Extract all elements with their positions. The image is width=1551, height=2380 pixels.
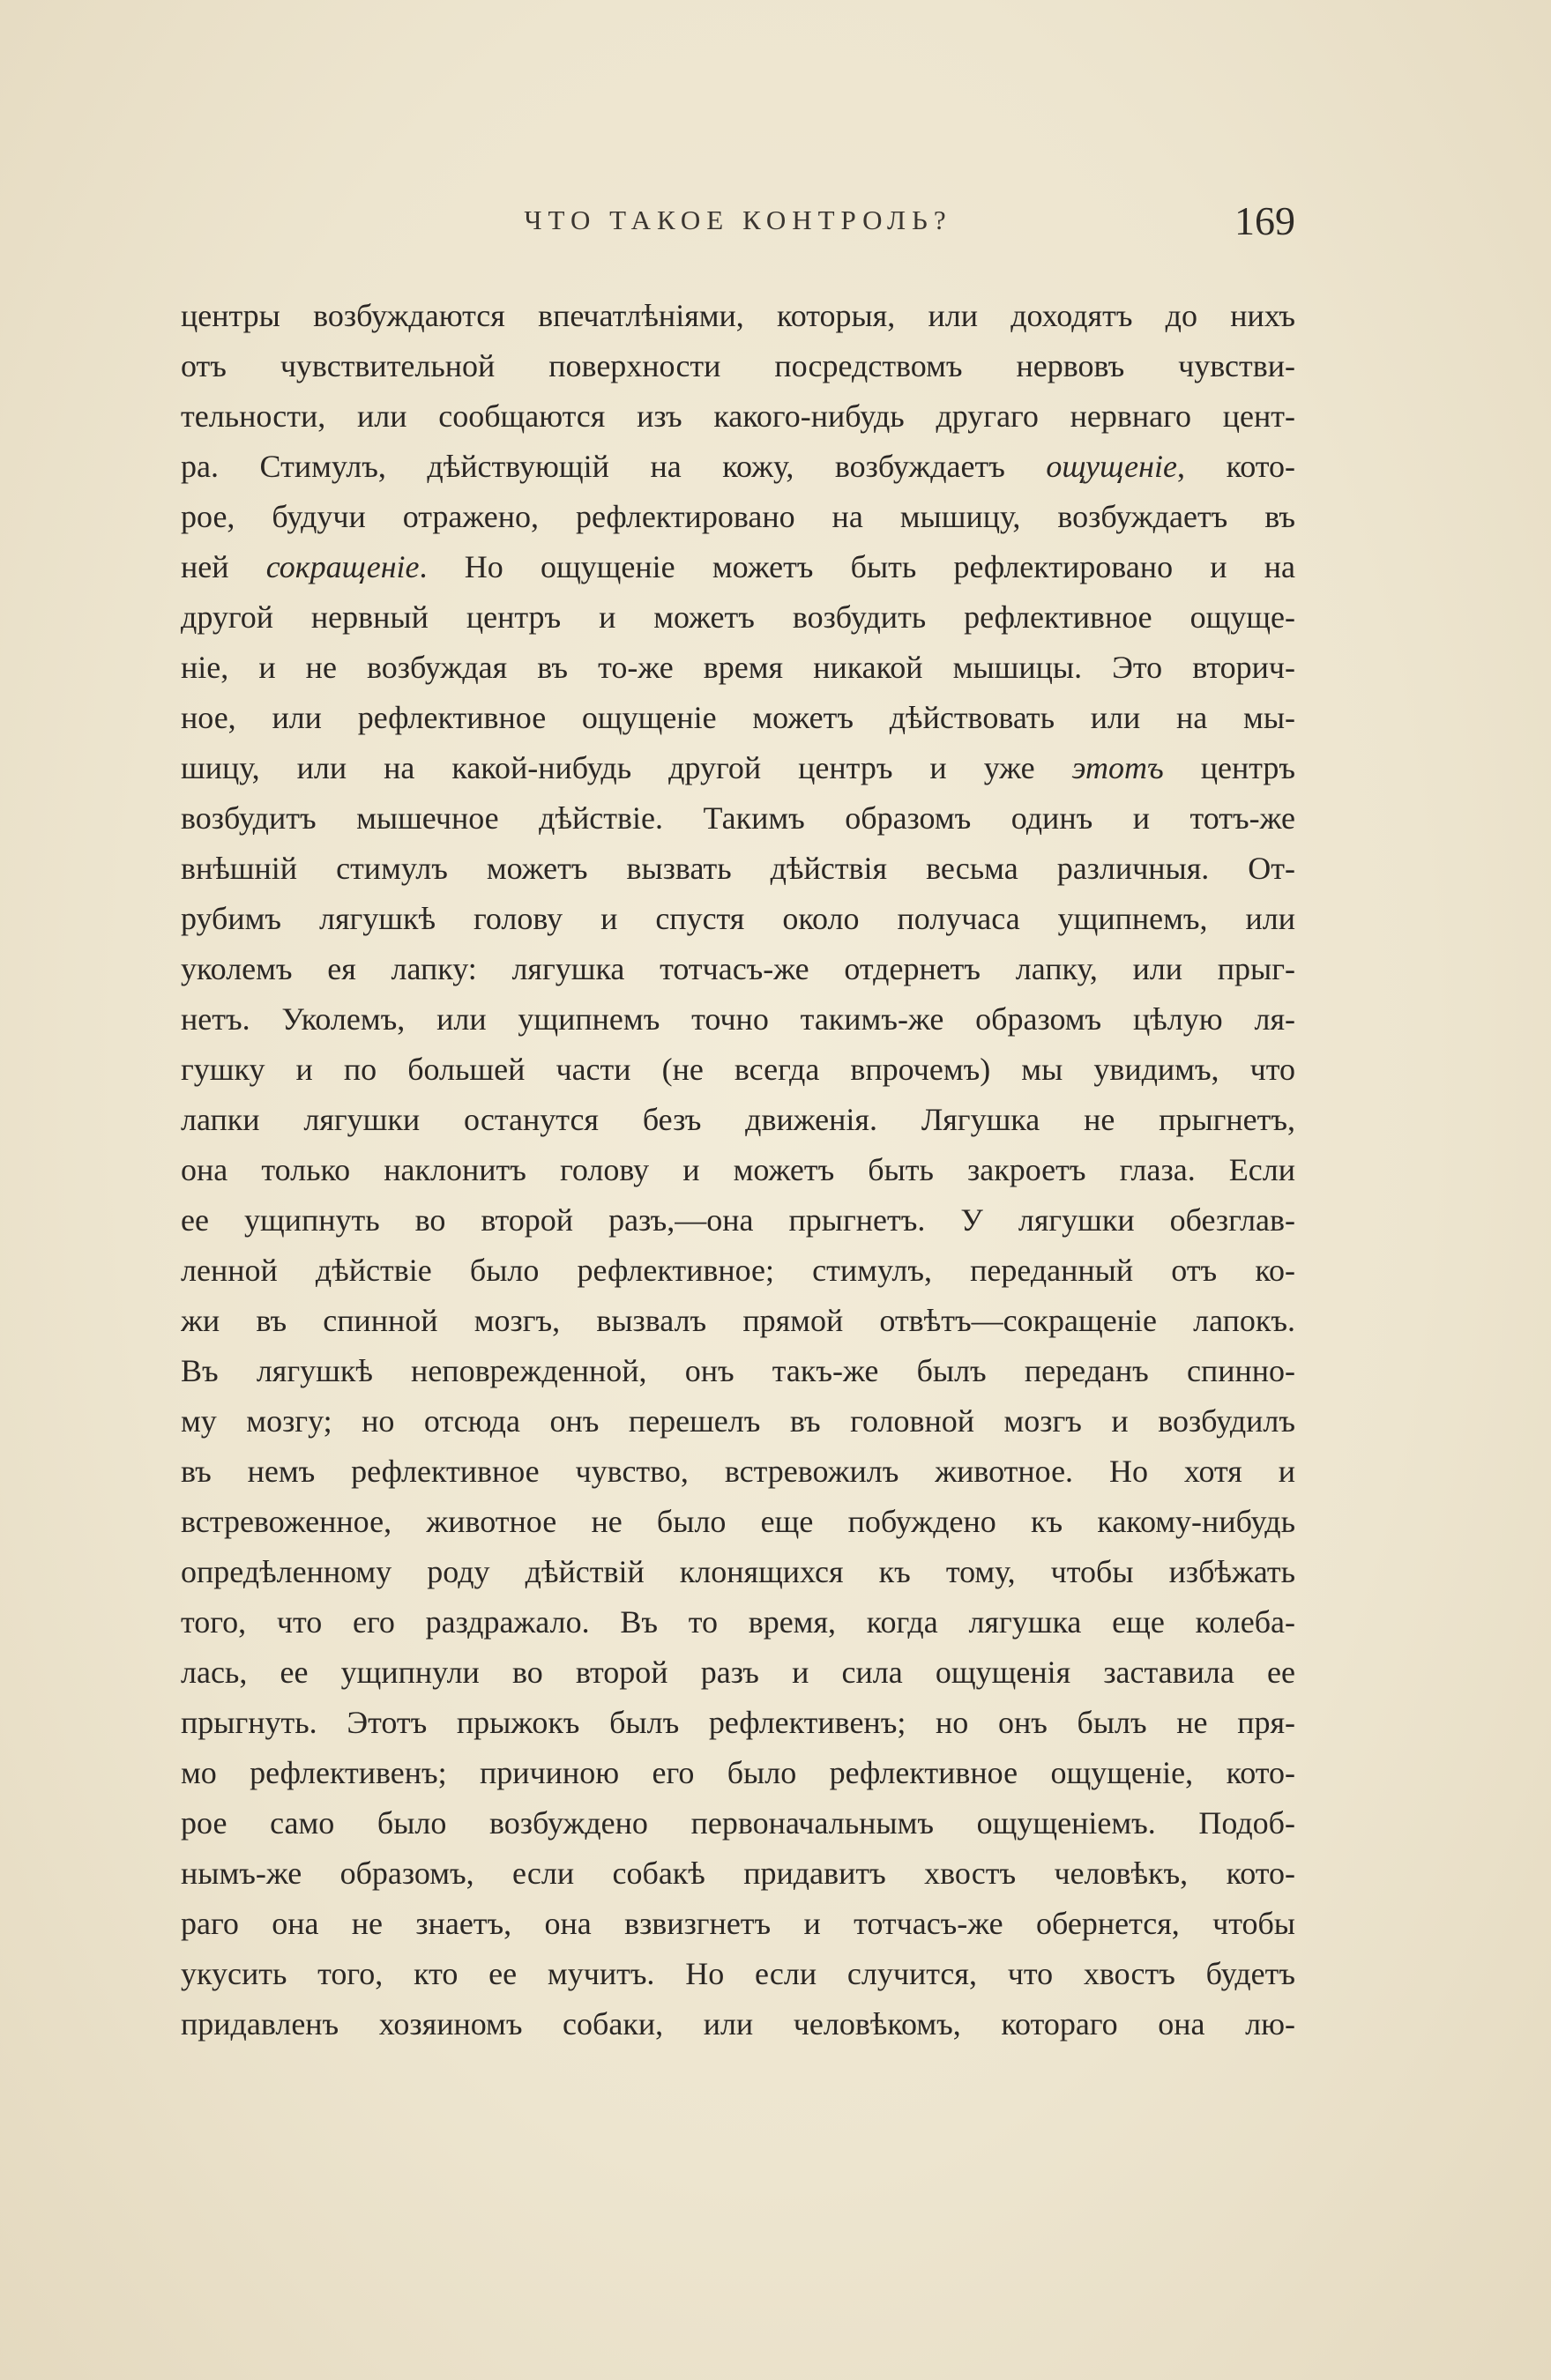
text-run: ра. Стимулъ, дѣйствующій на кожу, возбуждаетъ bbox=[181, 449, 1047, 484]
text-line bbox=[181, 542, 1295, 592]
text-line bbox=[181, 1045, 1295, 1095]
text-line bbox=[181, 1547, 1295, 1597]
text-run: ное, или рефлективное ощущеніе можетъ дѣйствовать или на мы- bbox=[181, 700, 1295, 735]
text-run: уколемъ ея лапку: лягушка тотчасъ-же отдернетъ лапку, или прыг- bbox=[181, 951, 1295, 986]
text-line bbox=[181, 1246, 1295, 1296]
running-head bbox=[181, 198, 1295, 257]
text-line bbox=[181, 341, 1295, 391]
text-run: центры возбуждаются впечатлѣніями, которыя, или доходятъ до нихъ bbox=[181, 298, 1295, 333]
text-line bbox=[181, 1999, 1295, 2049]
text-run: му мозгу; но отсюда онъ перешелъ въ головной мозгъ и возбудилъ bbox=[181, 1403, 1295, 1439]
text-line bbox=[181, 1597, 1295, 1647]
text-line bbox=[181, 743, 1295, 793]
text-line bbox=[181, 1899, 1295, 1949]
emphasized-term: сокращеніе bbox=[265, 549, 420, 584]
emphasized-term: этотъ bbox=[1071, 750, 1164, 785]
text-run: мо рефлективенъ; причиною его было рефлективное ощущеніе, кото- bbox=[181, 1755, 1295, 1790]
text-line bbox=[181, 1497, 1295, 1547]
text-run: тельности, или сообщаются изъ какого-нибудь другаго нервнаго цент- bbox=[181, 398, 1295, 434]
text-run: встревоженное, животное не было еще побуждено къ какому-нибудь bbox=[181, 1504, 1295, 1539]
text-line bbox=[181, 442, 1295, 492]
text-line bbox=[181, 1647, 1295, 1698]
text-line bbox=[181, 592, 1295, 643]
text-line bbox=[181, 1346, 1295, 1396]
text-line bbox=[181, 693, 1295, 743]
text-run: , кото- bbox=[1177, 449, 1295, 484]
text-run: нымъ-же образомъ, если собакѣ придавитъ хвостъ человѣкъ, кото- bbox=[181, 1856, 1295, 1891]
text-line bbox=[181, 492, 1295, 542]
text-run: лапки лягушки останутся безъ движенія. Лягушка не прыгнетъ, bbox=[181, 1102, 1295, 1137]
running-title: ЧТО ТАКОЕ КОНТРОЛЬ? bbox=[524, 205, 952, 235]
text-line bbox=[181, 1848, 1295, 1899]
text-run: гушку и по большей части (не всегда впрочемъ) мы увидимъ, что bbox=[181, 1052, 1295, 1087]
text-run: ніе, и не возбуждая въ то-же время никакой мышицы. Это вторич- bbox=[181, 650, 1295, 685]
text-run: внѣшній стимулъ можетъ вызвать дѣйствія весьма различныя. От- bbox=[181, 851, 1295, 886]
body-text bbox=[181, 291, 1295, 2049]
text-line bbox=[181, 1195, 1295, 1246]
text-line bbox=[181, 844, 1295, 894]
text-run: другой нервный центръ и можетъ возбудить рефлективное ощуще- bbox=[181, 599, 1295, 635]
text-line bbox=[181, 1296, 1295, 1346]
text-line bbox=[181, 391, 1295, 442]
text-run: ленной дѣйствіе было рефлективное; стимулъ, переданный отъ ко- bbox=[181, 1253, 1295, 1288]
text-line bbox=[181, 1949, 1295, 1999]
text-run: въ немъ рефлективное чувство, встревожилъ животное. Но хотя и bbox=[181, 1454, 1295, 1489]
text-run: рое, будучи отражено, рефлектировано на мышицу, возбуждаетъ въ bbox=[181, 499, 1295, 534]
text-line bbox=[181, 1396, 1295, 1447]
text-run: прыгнуть. Этотъ прыжокъ былъ рефлективенъ; но онъ былъ не пря- bbox=[181, 1705, 1295, 1740]
text-run: опредѣленному роду дѣйствій клонящихся къ тому, чтобы избѣжать bbox=[181, 1554, 1295, 1589]
text-run: она только наклонитъ голову и можетъ быть закроетъ глаза. Если bbox=[181, 1152, 1295, 1187]
text-run: . Но ощущеніе можетъ быть рефлектировано и на bbox=[419, 549, 1295, 584]
text-line bbox=[181, 1095, 1295, 1145]
text-run: рое само было возбуждено первоначальнымъ ощущеніемъ. Подоб- bbox=[181, 1805, 1295, 1841]
text-run: укусить того, кто ее мучитъ. Но если случится, что хвостъ будетъ bbox=[181, 1956, 1295, 1991]
text-line bbox=[181, 944, 1295, 994]
text-run: придавленъ хозяиномъ собаки, или человѣкомъ, котораго она лю- bbox=[181, 2006, 1295, 2042]
text-run: ней bbox=[181, 549, 266, 584]
text-line bbox=[181, 1145, 1295, 1195]
text-run: возбудитъ мышечное дѣйствіе. Такимъ образомъ одинъ и тотъ-же bbox=[181, 800, 1295, 836]
text-line bbox=[181, 894, 1295, 944]
text-run: рубимъ лягушкѣ голову и спустя около получаса ущипнемъ, или bbox=[181, 901, 1295, 936]
emphasized-term: ощущеніе bbox=[1046, 449, 1177, 484]
text-run: центръ bbox=[1163, 750, 1295, 785]
page-number: 169 bbox=[1234, 198, 1295, 243]
text-line bbox=[181, 994, 1295, 1045]
text-run: ее ущипнуть во второй разъ,—она прыгнетъ. У лягушки обезглав- bbox=[181, 1202, 1295, 1238]
text-line bbox=[181, 291, 1295, 341]
text-line bbox=[181, 793, 1295, 844]
text-line bbox=[181, 1447, 1295, 1497]
text-run: шицу, или на какой-нибудь другой центръ и уже bbox=[181, 750, 1072, 785]
text-run: того, что его раздражало. Въ то время, когда лягушка еще колеба- bbox=[181, 1604, 1295, 1640]
text-run: Въ лягушкѣ неповрежденной, онъ такъ-же былъ переданъ спинно- bbox=[181, 1353, 1295, 1388]
text-run: нетъ. Уколемъ, или ущипнемъ точно такимъ-же образомъ цѣлую ля- bbox=[181, 1001, 1295, 1037]
text-line bbox=[181, 1698, 1295, 1748]
text-run: жи въ спинной мозгъ, вызвалъ прямой отвѣтъ—сокращеніе лапокъ. bbox=[181, 1303, 1295, 1338]
text-line bbox=[181, 1748, 1295, 1798]
text-run: раго она не знаетъ, она взвизгнетъ и тотчасъ-же обернется, чтобы bbox=[181, 1906, 1295, 1941]
text-line bbox=[181, 643, 1295, 693]
text-run: отъ чувствительной поверхности посредствомъ нервовъ чувстви- bbox=[181, 348, 1295, 383]
text-run: лась, ее ущипнули во второй разъ и сила ощущенія заставила ее bbox=[181, 1655, 1295, 1690]
text-line bbox=[181, 1798, 1295, 1848]
